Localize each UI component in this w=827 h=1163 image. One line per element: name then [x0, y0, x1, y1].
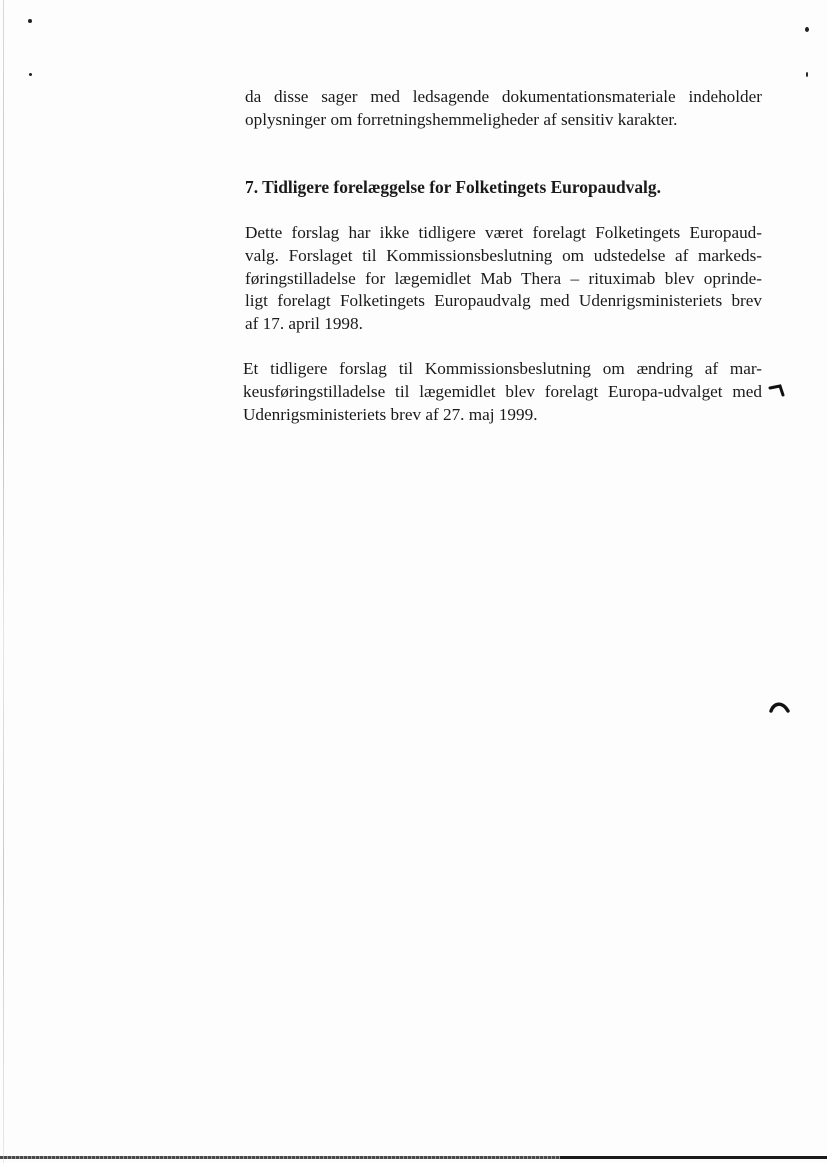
scan-speck — [29, 73, 32, 76]
paragraph-line: Dette forslag har ikke tidligere været forelagt Folketingets Europaud- — [245, 223, 762, 242]
paragraph-line: oplysninger om forretningshemmeligheder af sensitiv karakter. — [245, 109, 678, 129]
paragraph-confidentiality — [245, 86, 762, 132]
scan-speck — [805, 27, 809, 32]
paragraph-line: Udenrigsministeriets brev af 27. maj 1999. — [243, 404, 538, 424]
paragraph-line: ligt forelagt Folketingets Europaudvalg med Udenrigsministeriets brev — [245, 291, 762, 311]
paragraph-earlier-proposal — [243, 358, 762, 426]
section-heading-7: 7. Tidligere forelæggelse for Folketingets Europaudvalg. — [245, 177, 661, 197]
scan-mark-upper — [768, 382, 786, 400]
paragraph-line: keusføringstilladelse til lægemidlet blev forelagt Europa-udvalget med — [243, 381, 762, 401]
paragraph-line: da disse sager med ledsagende dokumentationsmateriale indeholder — [245, 87, 762, 106]
scan-speck — [806, 72, 808, 77]
paragraph-line: føringstilladelse for lægemidlet Mab Thera – rituximab blev oprinde- — [245, 268, 762, 288]
paragraph-prior-submission — [245, 222, 762, 336]
paragraph-line: Et tidligere forslag til Kommissionsbeslutning om ændring af mar- — [243, 359, 762, 378]
scan-mark-lower — [768, 698, 792, 720]
paragraph-line: af 17. april 1998. — [245, 314, 363, 334]
paragraph-line: valg. Forslaget til Kommissionsbeslutning om udstedelse af markeds- — [245, 245, 762, 265]
scan-left-edge — [3, 0, 4, 1163]
scan-speck — [28, 19, 32, 23]
scan-bottom-edge-dark — [560, 1156, 827, 1159]
